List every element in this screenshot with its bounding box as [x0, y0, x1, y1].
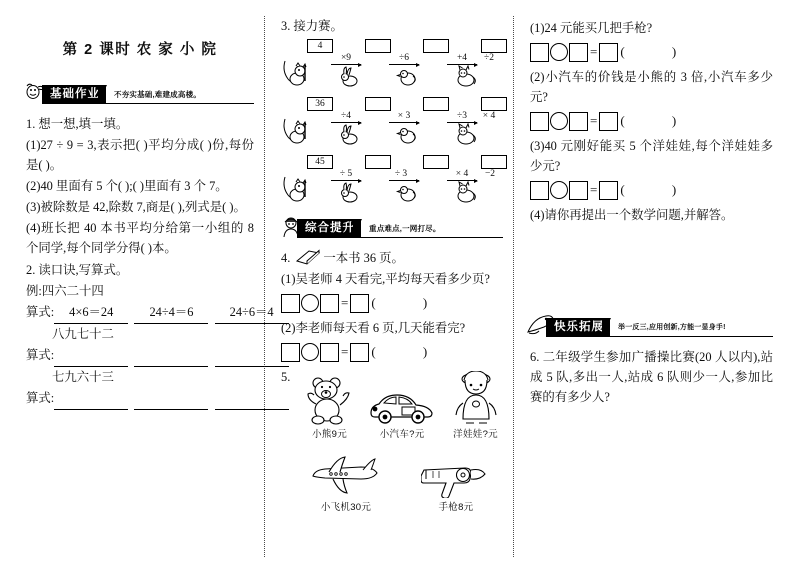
- column-left: [12, 14, 274, 559]
- answer-box[interactable]: [569, 181, 588, 200]
- operator-circle[interactable]: [301, 294, 319, 312]
- q2-example-row: [26, 302, 274, 324]
- toy-label: 小熊9元: [312, 429, 348, 440]
- cat-icon: [453, 65, 479, 89]
- q4-stem-line: [281, 248, 503, 268]
- toy-label: 洋娃娃?元: [453, 429, 498, 440]
- relay-1-box-3[interactable]: [481, 39, 507, 53]
- relay-1-box-2[interactable]: [423, 39, 449, 53]
- q2-row2-answer: [26, 388, 254, 410]
- unit-parens[interactable]: ( ): [620, 44, 699, 59]
- answer-box[interactable]: [599, 181, 618, 200]
- bear-icon: [303, 371, 356, 425]
- relay-2-start: 36: [307, 97, 333, 111]
- toy-item: [448, 371, 503, 440]
- operator-circle[interactable]: [550, 112, 568, 130]
- rabbit-icon: [337, 181, 363, 205]
- relay-1-op-3: +4: [456, 53, 468, 63]
- toy-label: 小飞机30元: [320, 502, 372, 513]
- q1-item-4: (4)班长把 40 本书平均分给第一小组的 8 个同学,每个同学分得( )本。: [26, 221, 254, 255]
- relay-2-op-4: × 4: [482, 111, 496, 121]
- q6-text: 6. 二年级学生参加广播操比赛(20 人以内),站成 5 队,多出一人,站成 6 队则少一人,参加比赛的有多少人?: [530, 350, 773, 404]
- relay-1-start: 4: [307, 39, 333, 53]
- relay-2-op-2: × 3: [397, 111, 411, 121]
- q4-number: 4.: [281, 251, 291, 265]
- q3-stem: 3. 接力赛。: [281, 19, 343, 33]
- badge-label: 综合提升: [297, 219, 361, 237]
- bird-icon: [395, 181, 421, 205]
- q1-item-2: (2)40 里面有 5 个( );( )里面有 3 个 7。: [26, 179, 228, 193]
- relay-3-op-1: ÷ 5: [339, 169, 353, 179]
- operator-circle[interactable]: [550, 43, 568, 61]
- squirrel-icon: [281, 55, 315, 89]
- squirrel-icon: [281, 113, 315, 147]
- rabbit-icon: [337, 65, 363, 89]
- badge-subtitle: 举一反三,应用创新,方能一显身手!: [618, 324, 726, 331]
- badge-subtitle: 重点难点,一网打尽。: [369, 224, 441, 233]
- toy-item: [366, 371, 438, 440]
- equals-sign: =: [590, 182, 598, 197]
- relay-2-box-1[interactable]: [365, 97, 391, 111]
- q5-answer-row-2: [530, 110, 773, 132]
- q4-stem-text: 一本书 36 页。: [323, 251, 404, 265]
- q4-answer-row-1: [281, 292, 503, 314]
- q5-answer-row-1: [530, 41, 773, 63]
- unit-parens[interactable]: ( ): [620, 182, 699, 197]
- q2-row1-blank-1[interactable]: [54, 345, 128, 367]
- cat-icon: [453, 123, 479, 147]
- q4-sub-2: (2)李老师每天看 6 页,几天能看完?: [281, 321, 466, 335]
- q5-sub-4: (4)请你再提出一个数学问题,并解答。: [530, 208, 734, 222]
- q2-example-value-3: 24÷6＝4: [215, 302, 289, 324]
- q1-stem: 1. 想一想,填一填。: [26, 117, 129, 131]
- car-icon: [366, 371, 438, 425]
- cat-icon: [453, 181, 479, 205]
- bird-icon: [395, 65, 421, 89]
- answer-space[interactable]: [530, 226, 773, 318]
- badge-rule: [42, 103, 254, 104]
- relay-row-3: [281, 153, 503, 217]
- gun-icon: [419, 444, 493, 498]
- relay-2-box-2[interactable]: [423, 97, 449, 111]
- q2-example-value-2: 24÷4＝6: [134, 302, 208, 324]
- q2-row2-blank-2[interactable]: [134, 388, 208, 410]
- unit-parens[interactable]: ( ): [620, 113, 699, 128]
- q5-sub-2: (2)小汽车的价钱是小熊的 3 倍,小汽车多少元?: [530, 70, 773, 104]
- relay-3-box-1[interactable]: [365, 155, 391, 169]
- relay-row-2: [281, 95, 503, 159]
- answer-box[interactable]: [599, 43, 618, 62]
- relay-2-box-3[interactable]: [481, 97, 507, 111]
- equals-sign: =: [590, 44, 598, 59]
- toy-price-list: [281, 371, 503, 513]
- relay-2-op-1: ÷4: [341, 111, 351, 121]
- plane-icon: [307, 444, 385, 498]
- badge-label: 快乐拓展: [546, 318, 610, 336]
- badge-rule: [297, 237, 503, 238]
- answer-box[interactable]: [569, 112, 588, 131]
- q5-sub-3: (3)40 元刚好能买 5 个洋娃娃,每个洋娃娃多少元?: [530, 139, 773, 173]
- q2-row2-blank-1[interactable]: [54, 388, 128, 410]
- relay-2-op-3: ÷3: [457, 111, 467, 121]
- badge-arrow: [98, 85, 107, 103]
- relay-3-box-3[interactable]: [481, 155, 507, 169]
- book-icon: [295, 249, 321, 266]
- q4-answer-row-2: [281, 341, 503, 363]
- answer-box[interactable]: [320, 294, 339, 313]
- relay-3-box-2[interactable]: [423, 155, 449, 169]
- answer-box[interactable]: [281, 343, 300, 362]
- q2-row1-kou: 八九七十二: [52, 327, 114, 341]
- q2-row1-answer: [26, 345, 254, 367]
- badge-arrow: [353, 219, 362, 237]
- rabbit-icon: [337, 123, 363, 147]
- q2-row1-blank-2[interactable]: [134, 345, 208, 367]
- relay-3-op-3: × 4: [455, 169, 469, 179]
- equals-sign: =: [590, 113, 598, 128]
- operator-circle[interactable]: [550, 181, 568, 199]
- toy-item: [419, 444, 493, 513]
- section-badge-improve: [281, 219, 503, 241]
- relay-1-op-4: ÷2: [484, 53, 494, 63]
- equals-sign: =: [341, 295, 349, 310]
- column-right: [514, 14, 779, 559]
- q2-row2-kou: 七九六十三: [52, 370, 114, 384]
- section-badge-extend: [530, 318, 773, 340]
- relay-1-box-1[interactable]: [365, 39, 391, 53]
- answer-box[interactable]: [530, 43, 549, 62]
- answer-box[interactable]: [350, 294, 369, 313]
- toy-label: 小汽车?元: [379, 429, 425, 440]
- q2-example-label: 例:四六二十四: [26, 284, 104, 298]
- q1-item-1: (1)27 ÷ 9 = 3,表示把( )平均分成( )份,每份是( )。: [26, 138, 254, 172]
- relay-1-op-1: ×9: [340, 53, 352, 63]
- operator-circle[interactable]: [301, 343, 319, 361]
- bird-icon: [395, 123, 421, 147]
- q5-answer-row-3: [530, 179, 773, 201]
- q1-item-3: (3)被除数是 42,除数 7,商是( ),列式是( )。: [26, 200, 246, 214]
- q2-row2-prefix: 算式:: [26, 391, 55, 405]
- answer-box[interactable]: [599, 112, 618, 131]
- badge-arrow: [602, 318, 611, 336]
- answer-box[interactable]: [350, 343, 369, 362]
- answer-box[interactable]: [530, 112, 549, 131]
- answer-box[interactable]: [569, 43, 588, 62]
- page-title: 第 2 课时 农 家 小 院: [62, 42, 218, 58]
- squirrel-icon: [281, 171, 315, 205]
- relay-3-op-2: ÷ 3: [394, 169, 408, 179]
- section-badge-basic: [26, 85, 254, 107]
- q2-example-prefix: 算式:: [26, 305, 55, 319]
- column-middle: [265, 14, 513, 559]
- q5-sub-1: (1)24 元能买几把手枪?: [530, 21, 653, 35]
- toy-row-2: [281, 444, 503, 513]
- unit-parens[interactable]: ( ): [371, 344, 450, 359]
- q2-example-value-1: 4×6＝24: [54, 302, 128, 324]
- q4-sub-1: (1)吴老师 4 天看完,平均每天看多少页?: [281, 272, 490, 286]
- q2-stem: 2. 读口诀,写算式。: [26, 263, 129, 277]
- unit-parens[interactable]: ( ): [371, 295, 450, 310]
- toy-item: [303, 371, 356, 440]
- relay-row-1: [281, 37, 503, 101]
- relay-3-op-4: −2: [484, 169, 496, 179]
- relay-3-start: 45: [307, 155, 333, 169]
- toy-row-1: [281, 371, 503, 440]
- answer-box[interactable]: [320, 343, 339, 362]
- equals-sign: =: [341, 344, 349, 359]
- answer-box[interactable]: [530, 181, 549, 200]
- q5-stem: 5.: [281, 370, 291, 384]
- badge-label: 基础作业: [42, 85, 106, 103]
- toy-label: 手枪8元: [438, 502, 474, 513]
- q2-row1-prefix: 算式:: [26, 348, 55, 362]
- toy-item: [307, 444, 385, 513]
- badge-rule: [546, 336, 773, 337]
- answer-box[interactable]: [281, 294, 300, 313]
- doll-icon: [448, 371, 503, 425]
- badge-subtitle: 不夯实基础,难建成高楼。: [114, 90, 201, 99]
- relay-1-op-2: ÷6: [399, 53, 409, 63]
